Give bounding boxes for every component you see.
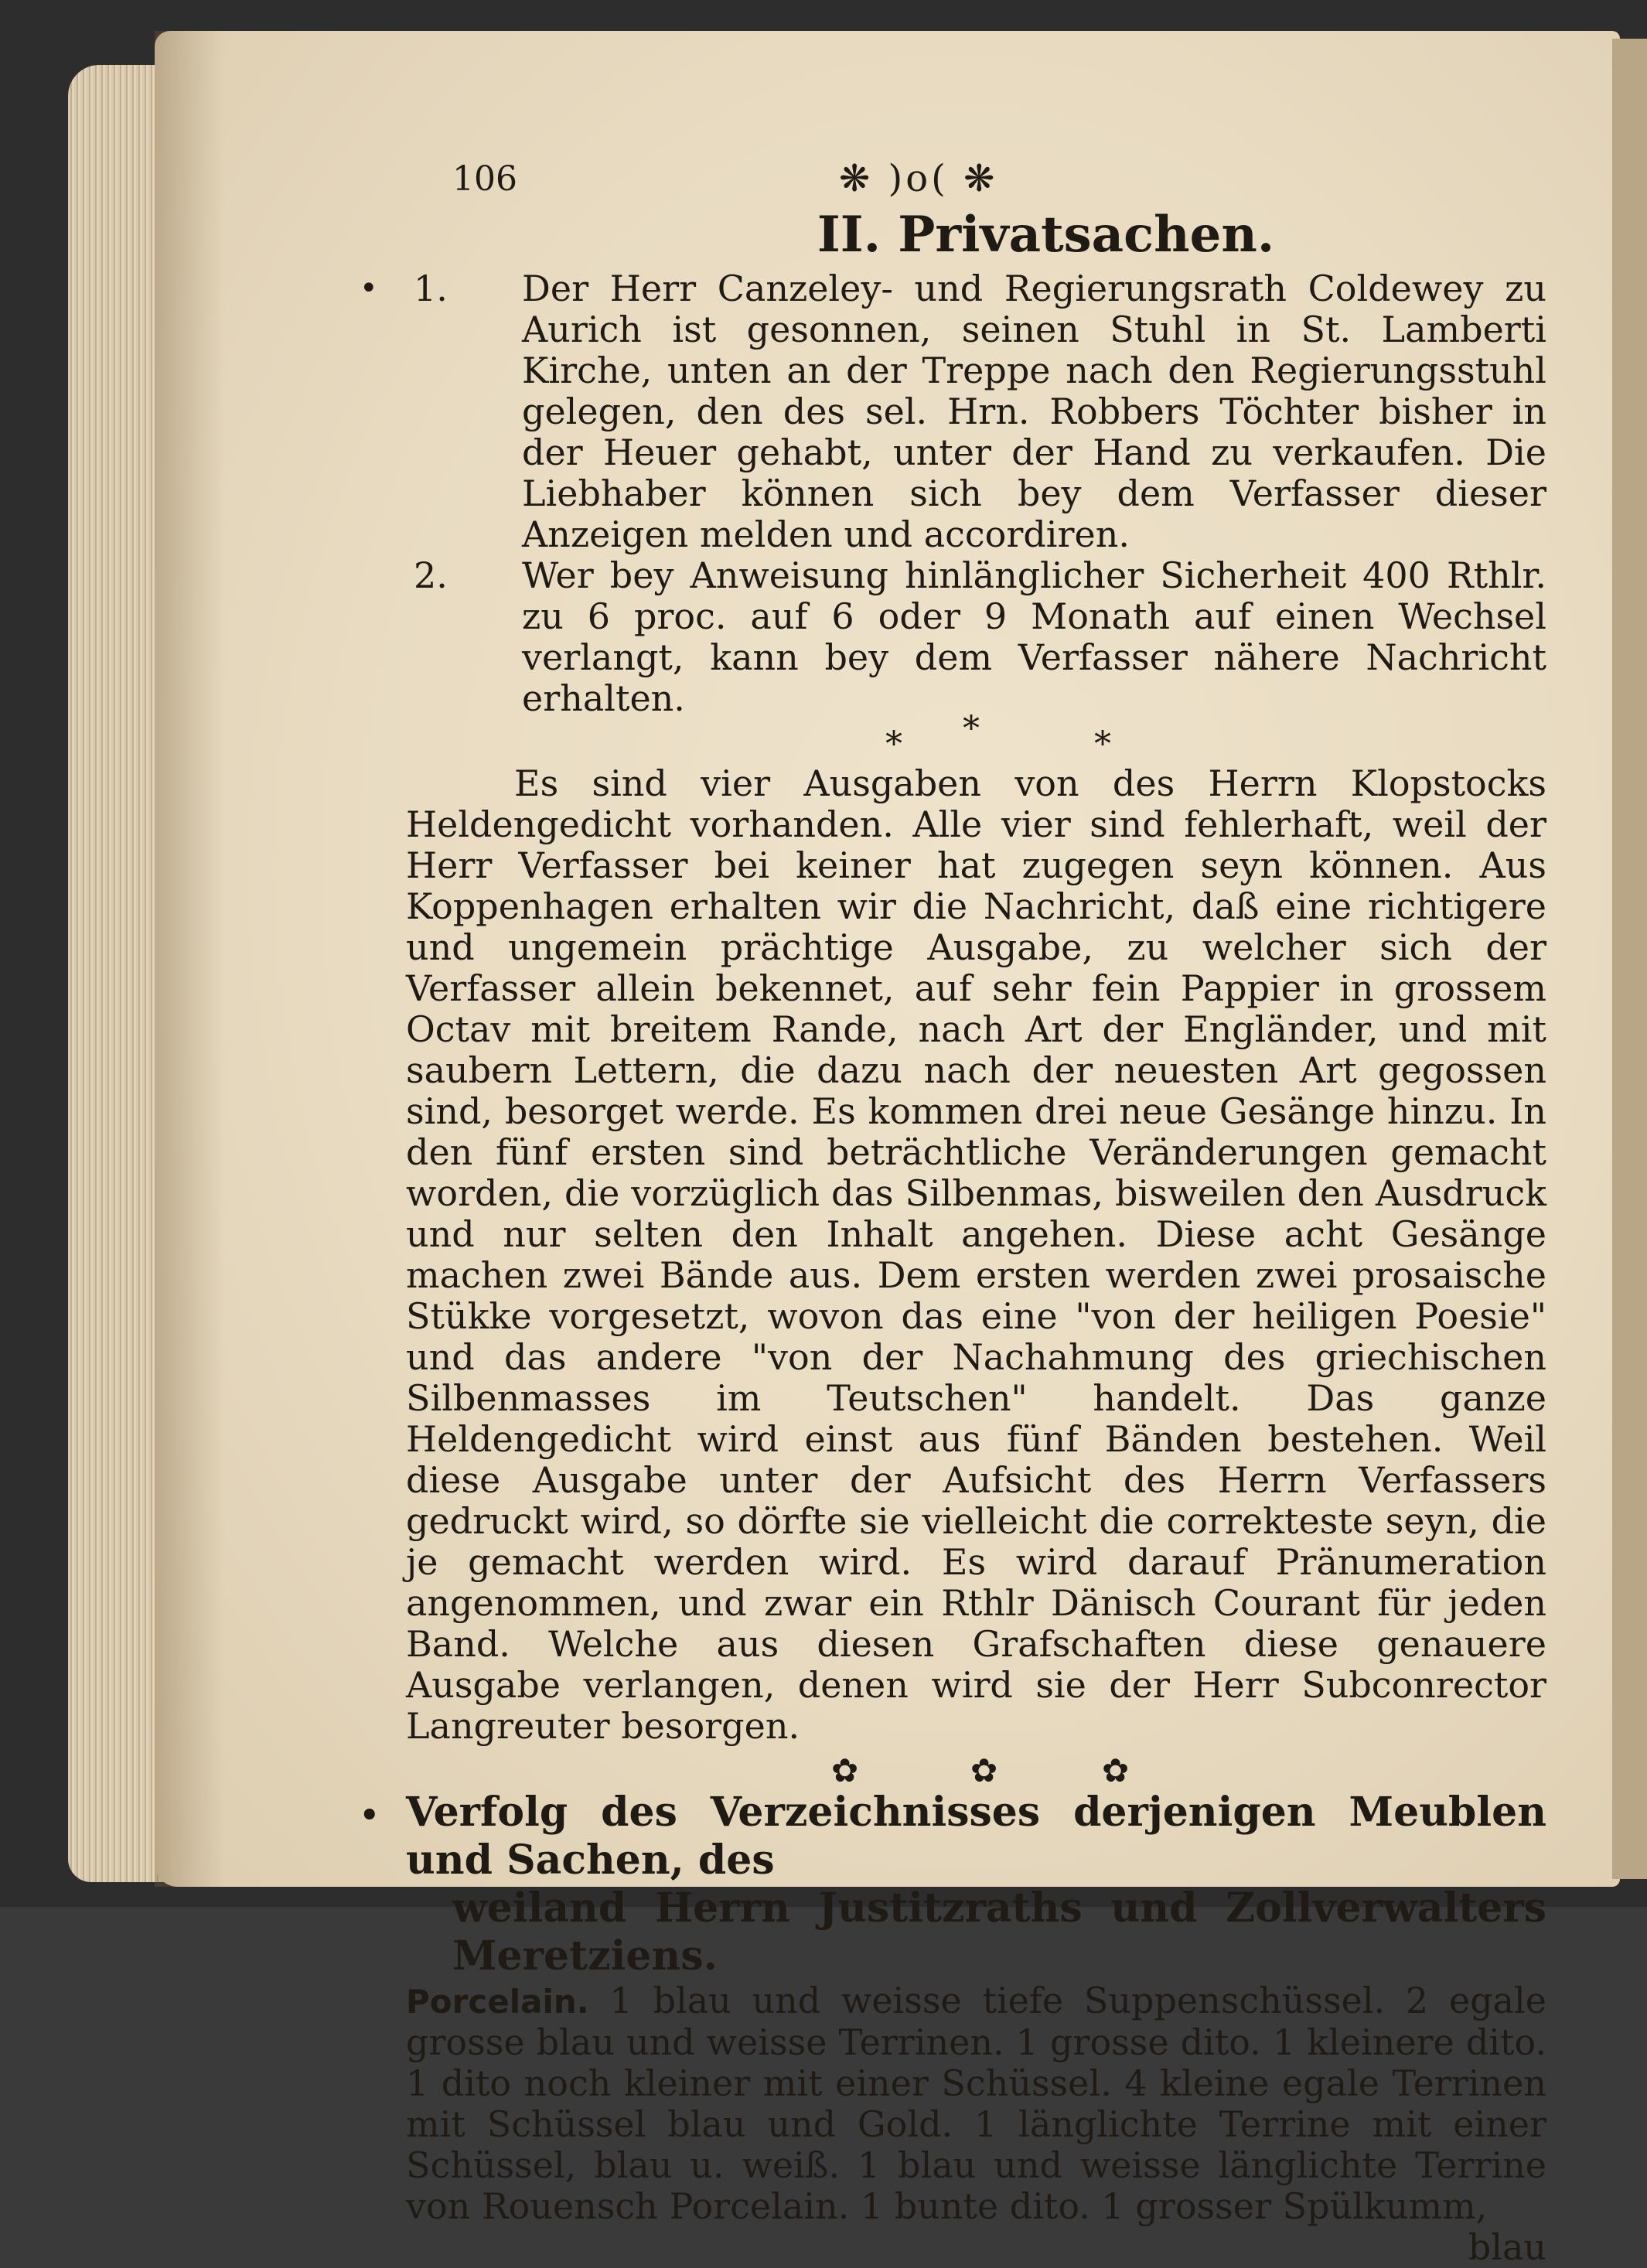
inventory-heading (360, 1789, 1546, 1980)
inventory-heading-line1: Verfolg des Verzeichnisses derjenigen Meublen und Sachen, des (406, 1789, 1546, 1884)
star-icon: * (885, 725, 902, 764)
spine-shadow (155, 31, 224, 1887)
list-item (360, 268, 1546, 555)
star-icon: * (963, 709, 980, 749)
page-number: 106 (452, 159, 517, 199)
section-title: II. Privatsachen. (817, 206, 1275, 264)
catchword: blau (1468, 2226, 1546, 2268)
porcelain-text: 1 blau und weisse tiefe Suppenschüssel. 2 egale grosse blau und weisse Terrinen. 1 grosse dito. 1 kleinere dito. 1 dito noch kleiner mit einer Schüssel. 4 kleine egale Terrinen mit Schüssel blau und Gold. 1 länglichte Terrine mit einer Schüssel, blau u. weiß. 1 blau und weisse länglichte Terrine von Rouensch Porcelain. 1 bunte dito. 1 grosser Spülkumm, (406, 1980, 1546, 2227)
list-item (406, 555, 1546, 719)
item-number: 1. (414, 268, 448, 309)
item-text: Der Herr Canzeley- und Regierungsrath Coldewey zu Aurich ist gesonnen, seinen Stuhl in St. Lamberti Kirche, unten an der Treppe nach den Regierungsstuhl gelegen, den des sel. Hrn. Robbers Töchter bisher in der Heuer gehabt, unter der Hand zu verkaufen. Die Liebhaber können sich bey dem Verfasser dieser Anzeigen melden und accordiren. (522, 268, 1546, 555)
flower-icon: ✿ (970, 1751, 998, 1789)
flower-icon: ✿ (831, 1751, 859, 1789)
margin-bullet: • (360, 1797, 380, 1833)
star-separator (406, 709, 1546, 764)
item-text: Wer bey Anweisung hinlänglicher Sicherheit 400 Rthlr. zu 6 proc. auf 6 oder 9 Monath auf einen Wechsel verlangt, kann bey dem Verfasser nähere Nachricht erhalten. (522, 554, 1546, 719)
page-text (360, 157, 1546, 2268)
flower-icon: ✿ (1102, 1751, 1130, 1789)
star-icon: * (1094, 725, 1111, 764)
item-number: 2. (414, 554, 448, 596)
flower-separator (406, 1747, 1546, 1789)
porcelain-label: Porcelain. (406, 1983, 589, 2021)
porcelain-entry (406, 1980, 1546, 2227)
page-header (406, 159, 1546, 205)
inventory-heading-line2: weiland Herrn Justitzraths und Zollverwalters Meretziens. (452, 1884, 1546, 1980)
margin-bullet: • (360, 271, 378, 306)
running-head-ornament: ❋ )o( ❋ (839, 157, 998, 200)
klopstock-paragraph: Es sind vier Ausgaben von des Herrn Klopstocks Heldengedicht vorhanden. Alle vier sind fehlerhaft, weil der Herr Verfasser bei keiner hat zugegen seyn können. Aus Koppenhagen erhalten wir die Nachricht, daß eine richtigere und ungemein prächtige Ausgabe, zu welcher sich der Verfasser allein bekennet, auf sehr fein Pappier in grossem Octav mit breitem Rande, nach Art der Engländer, und mit saubern Lettern, die dazu nach der neuesten Art gegossen sind, besorget werde. Es kommen drei neue Gesänge hinzu. In den fünf ersten sind beträchtliche Veränderungen gemacht worden, die vorzüglich das Silbenmas, bisweilen den Ausdruck und nur selten den Inhalt angehen. Diese acht Gesänge machen zwei Bände aus. Dem ersten werden zwei prosaische Stükke vorgesetzt, wovon das eine "von der heiligen Poesie" und das andere "von der Nachahmung des griechischen Silbenmasses im Teutschen" handelt. Das ganze Heldengedicht wird einst aus fünf Bänden bestehen. Weil diese Ausgabe unter der Aufsicht des Herrn Verfassers gedruckt wird, so dörfte sie vielleicht die correkteste seyn, die je gemacht werden wird. Es wird darauf Pränumeration angenommen, und zwar ein Rthlr Dänisch Courant für jeden Band. Welche aus diesen Grafschaften diese genauere Ausgabe verlangen, denen wird sie der Herr Subconrector Langreuter besorgen. (406, 762, 1546, 1747)
facing-page-edge (1612, 39, 1647, 1879)
